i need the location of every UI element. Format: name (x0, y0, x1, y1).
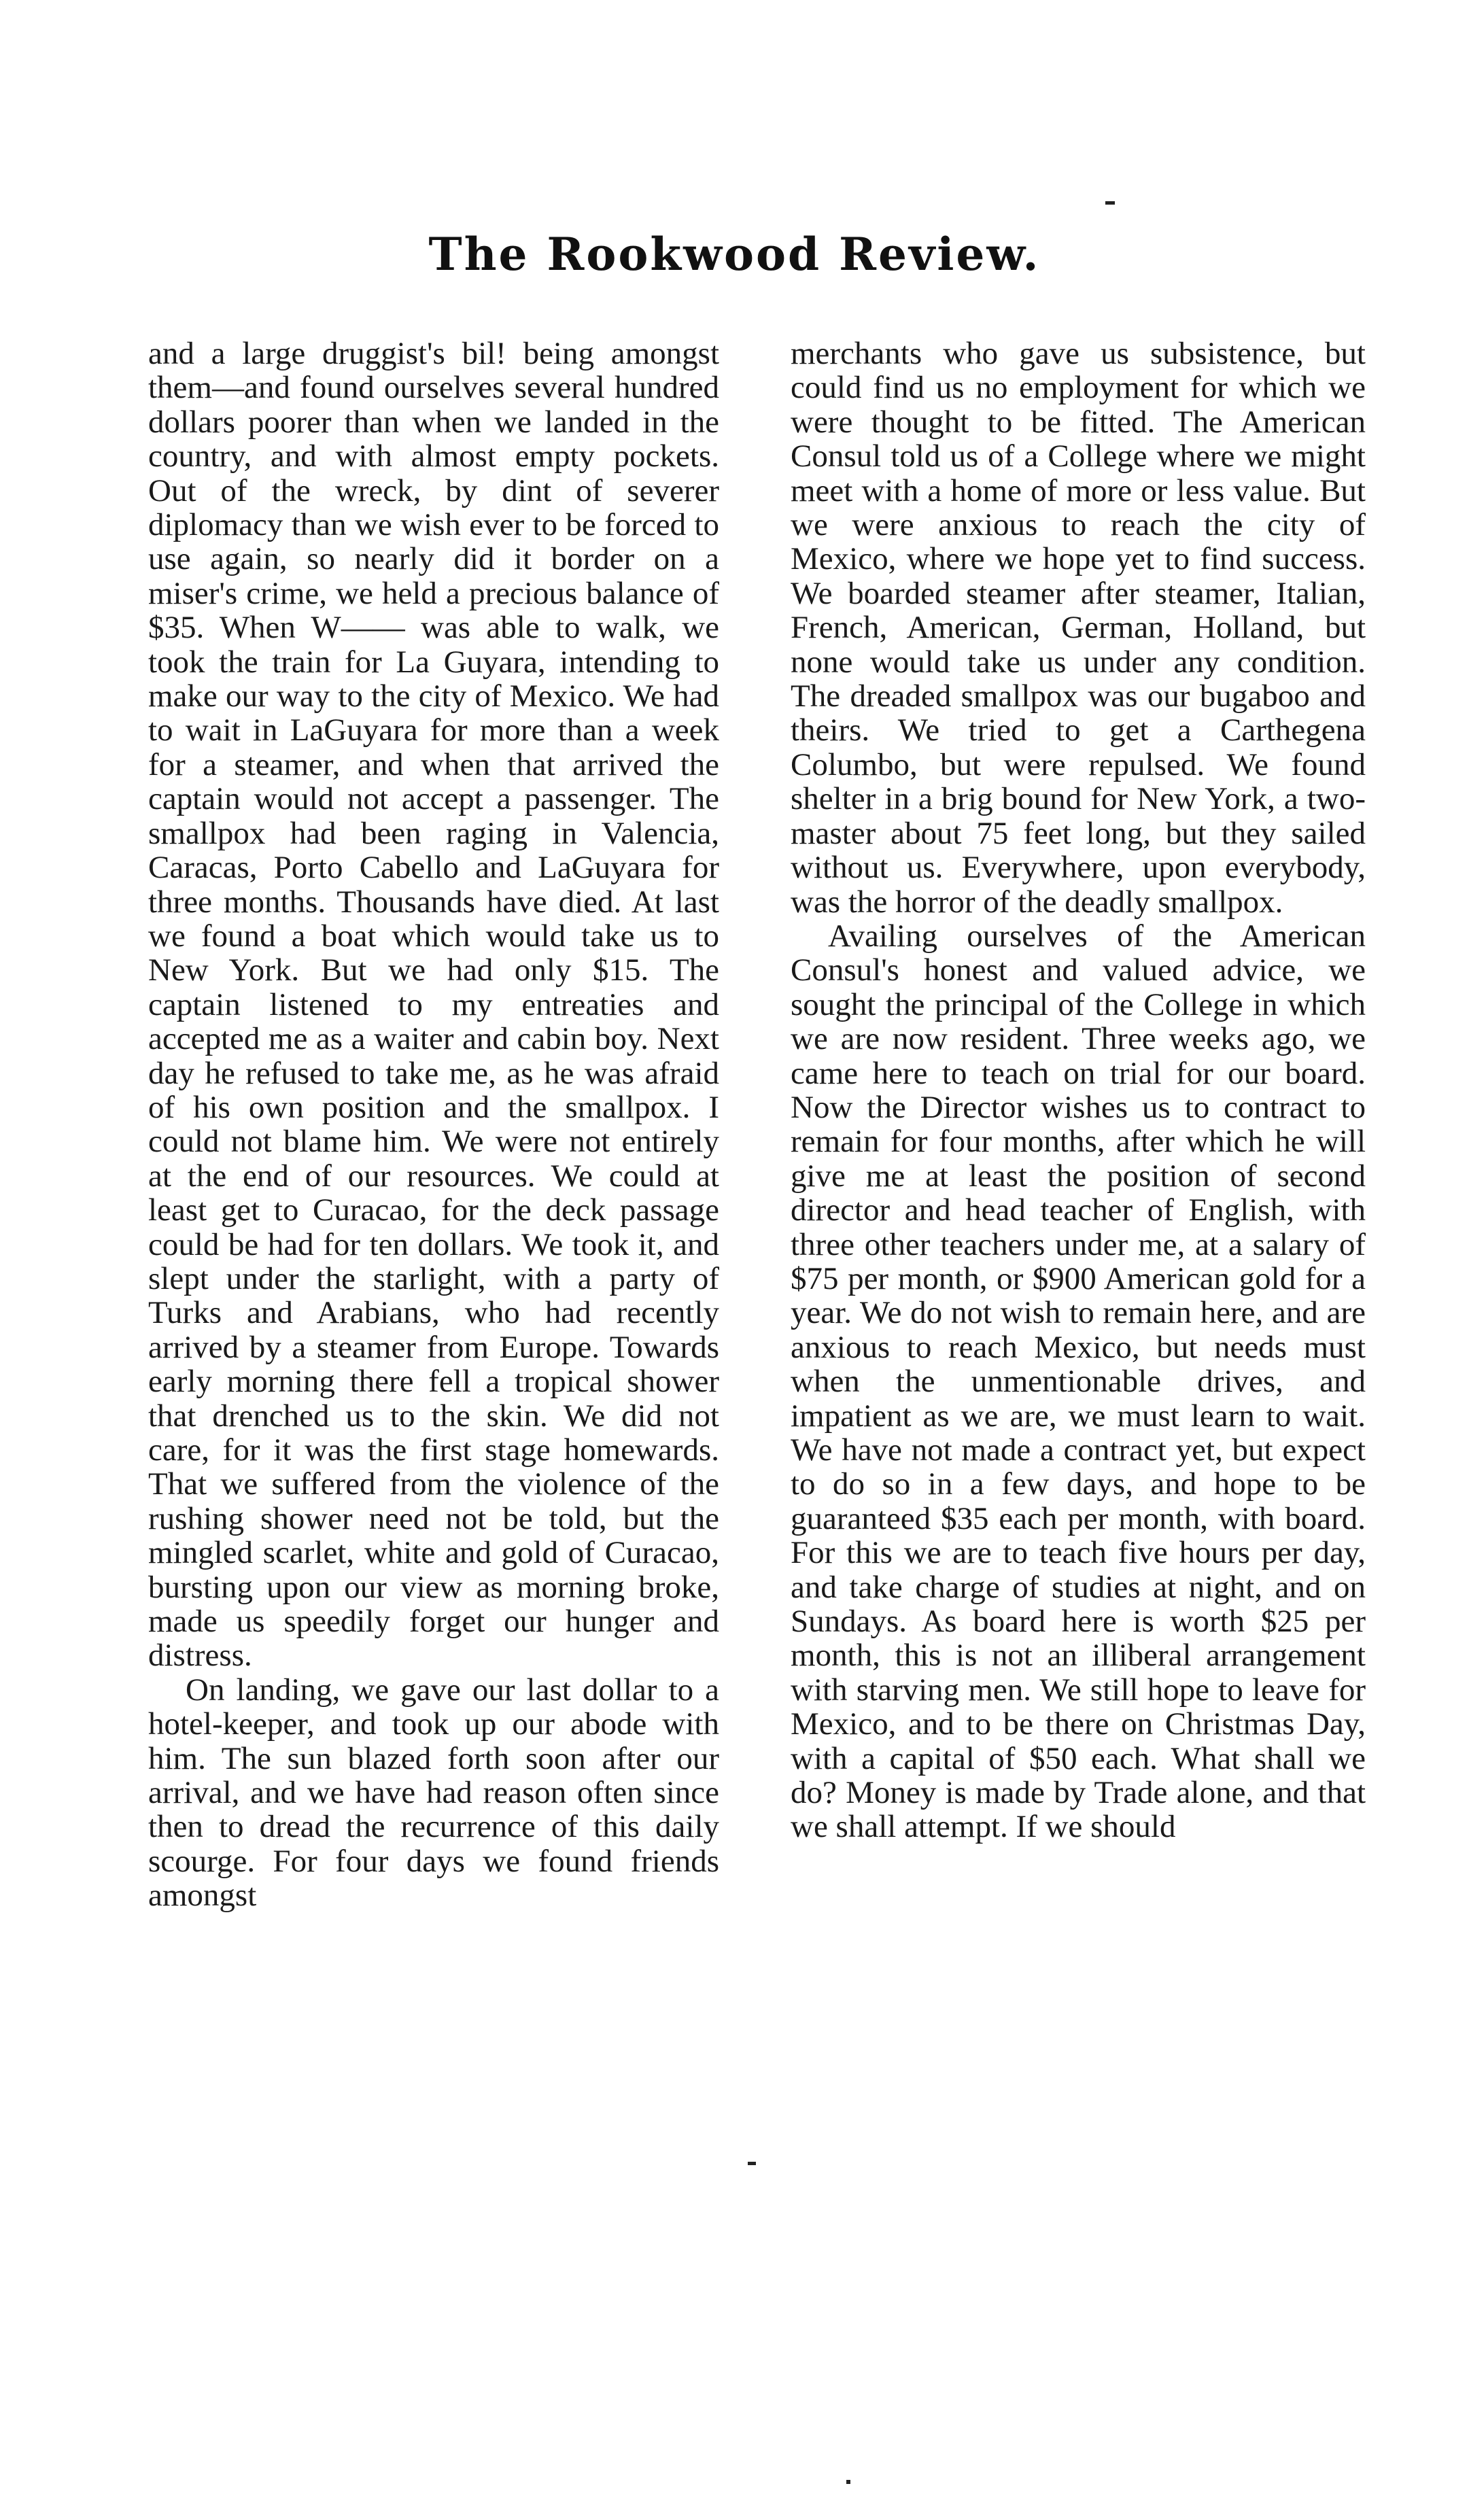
paragraph: and a large druggist's bil! being amongst them—and found ourselves several hundred dollars poorer than when we landed in the country, and with almost empty pockets. Out of the wreck, by dint of severer diplomacy than we wish ever to be forced to use again, so nearly did it border on a miser's crime, we held a precious balance of $35. When W—— was able to walk, we took the train for La Guyara, intending to make our way to the city of Mexico. We had to wait in LaGuyara for more than a week for a steamer, and when that arrived the captain would not accept a passenger. The smallpox had been raging in Valencia, Caracas, Porto Cabello and LaGuyara for three months. Thousands have died. At last we found a boat which would take us to New York. But we had only $15. The captain listened to my entreaties and accepted me as a waiter and cabin boy. Next day he refused to take me, as he was afraid of his own position and the smallpox. I could not blame him. We were not entirely at the end of our resources. We could at least get to Curacao, for the deck passage could be had for ten dollars. We took it, and slept under the starlight, with a party of Turks and Arabians, who had recently arrived by a steamer from Europe. Towards early morning there fell a tropical shower that drenched us to the skin. We did not care, for it was the first stage homewards. That we suffered from the violence of the rushing shower need not be told, but the mingled scarlet, white and gold of Curacao, bursting upon our view as morning broke, made us speedily forget our hunger and distress. (148, 336, 719, 1674)
page-title: The Rookwood Review. (428, 228, 1041, 281)
left-column (148, 336, 719, 1913)
paragraph: merchants who gave us subsistence, but could find us no employment for which we were thought to be fitted. The American Consul told us of a College where we might meet with a home of more or less value. But we were anxious to reach the city of Mexico, where we hope yet to find success. We boarded steamer after steamer, Italian, French, American, German, Holland, but none would take us under any condition. The dreaded smallpox was our bugaboo and theirs. We tried to get a Carthegena Columbo, but were repulsed. We found shelter in a brig bound for New York, a two-master about 75 feet long, but they sailed without us. Everywhere, upon everybody, was the horror of the deadly smallpox. (791, 336, 1366, 920)
print-mark (748, 2162, 756, 2165)
paragraph: Availing ourselves of the American Consul's honest and valued advice, we sought the principal of the College in which we are now resident. Three weeks ago, we came here to teach on trial for our board. Now the Director wishes us to contract to remain for four months, after which he will give me at least the position of second director and head teacher of English, with three other teachers under me, at a salary of $75 per month, or $900 American gold for a year. We do not wish to remain here, and are anxious to reach Mexico, but needs must when the unmentionable drives, and impatient as we are, we must learn to wait. We have not made a contract yet, but expect to do so in a few days, and hope to be guaranteed $35 each per month, with board. For this we are to teach five hours per day, and take charge of studies at night, and on Sundays. As board here is worth $25 per month, this is not an illiberal arrangement with starving men. We still hope to leave for Mexico, and to be there on Christmas Day, with a capital of $50 each. What shall we do? Money is made by Trade alone, and that we shall attempt. If we should (791, 918, 1366, 1845)
right-column (791, 336, 1366, 1844)
print-mark (846, 2480, 850, 2484)
paragraph: On landing, we gave our last dollar to a hotel-keeper, and took up our abode with him. The sun blazed forth soon after our arrival, and we have had reason often since then to dread the recurrence of this daily scourge. For four days we found friends amongst (148, 1672, 719, 1914)
print-mark (1105, 201, 1115, 205)
